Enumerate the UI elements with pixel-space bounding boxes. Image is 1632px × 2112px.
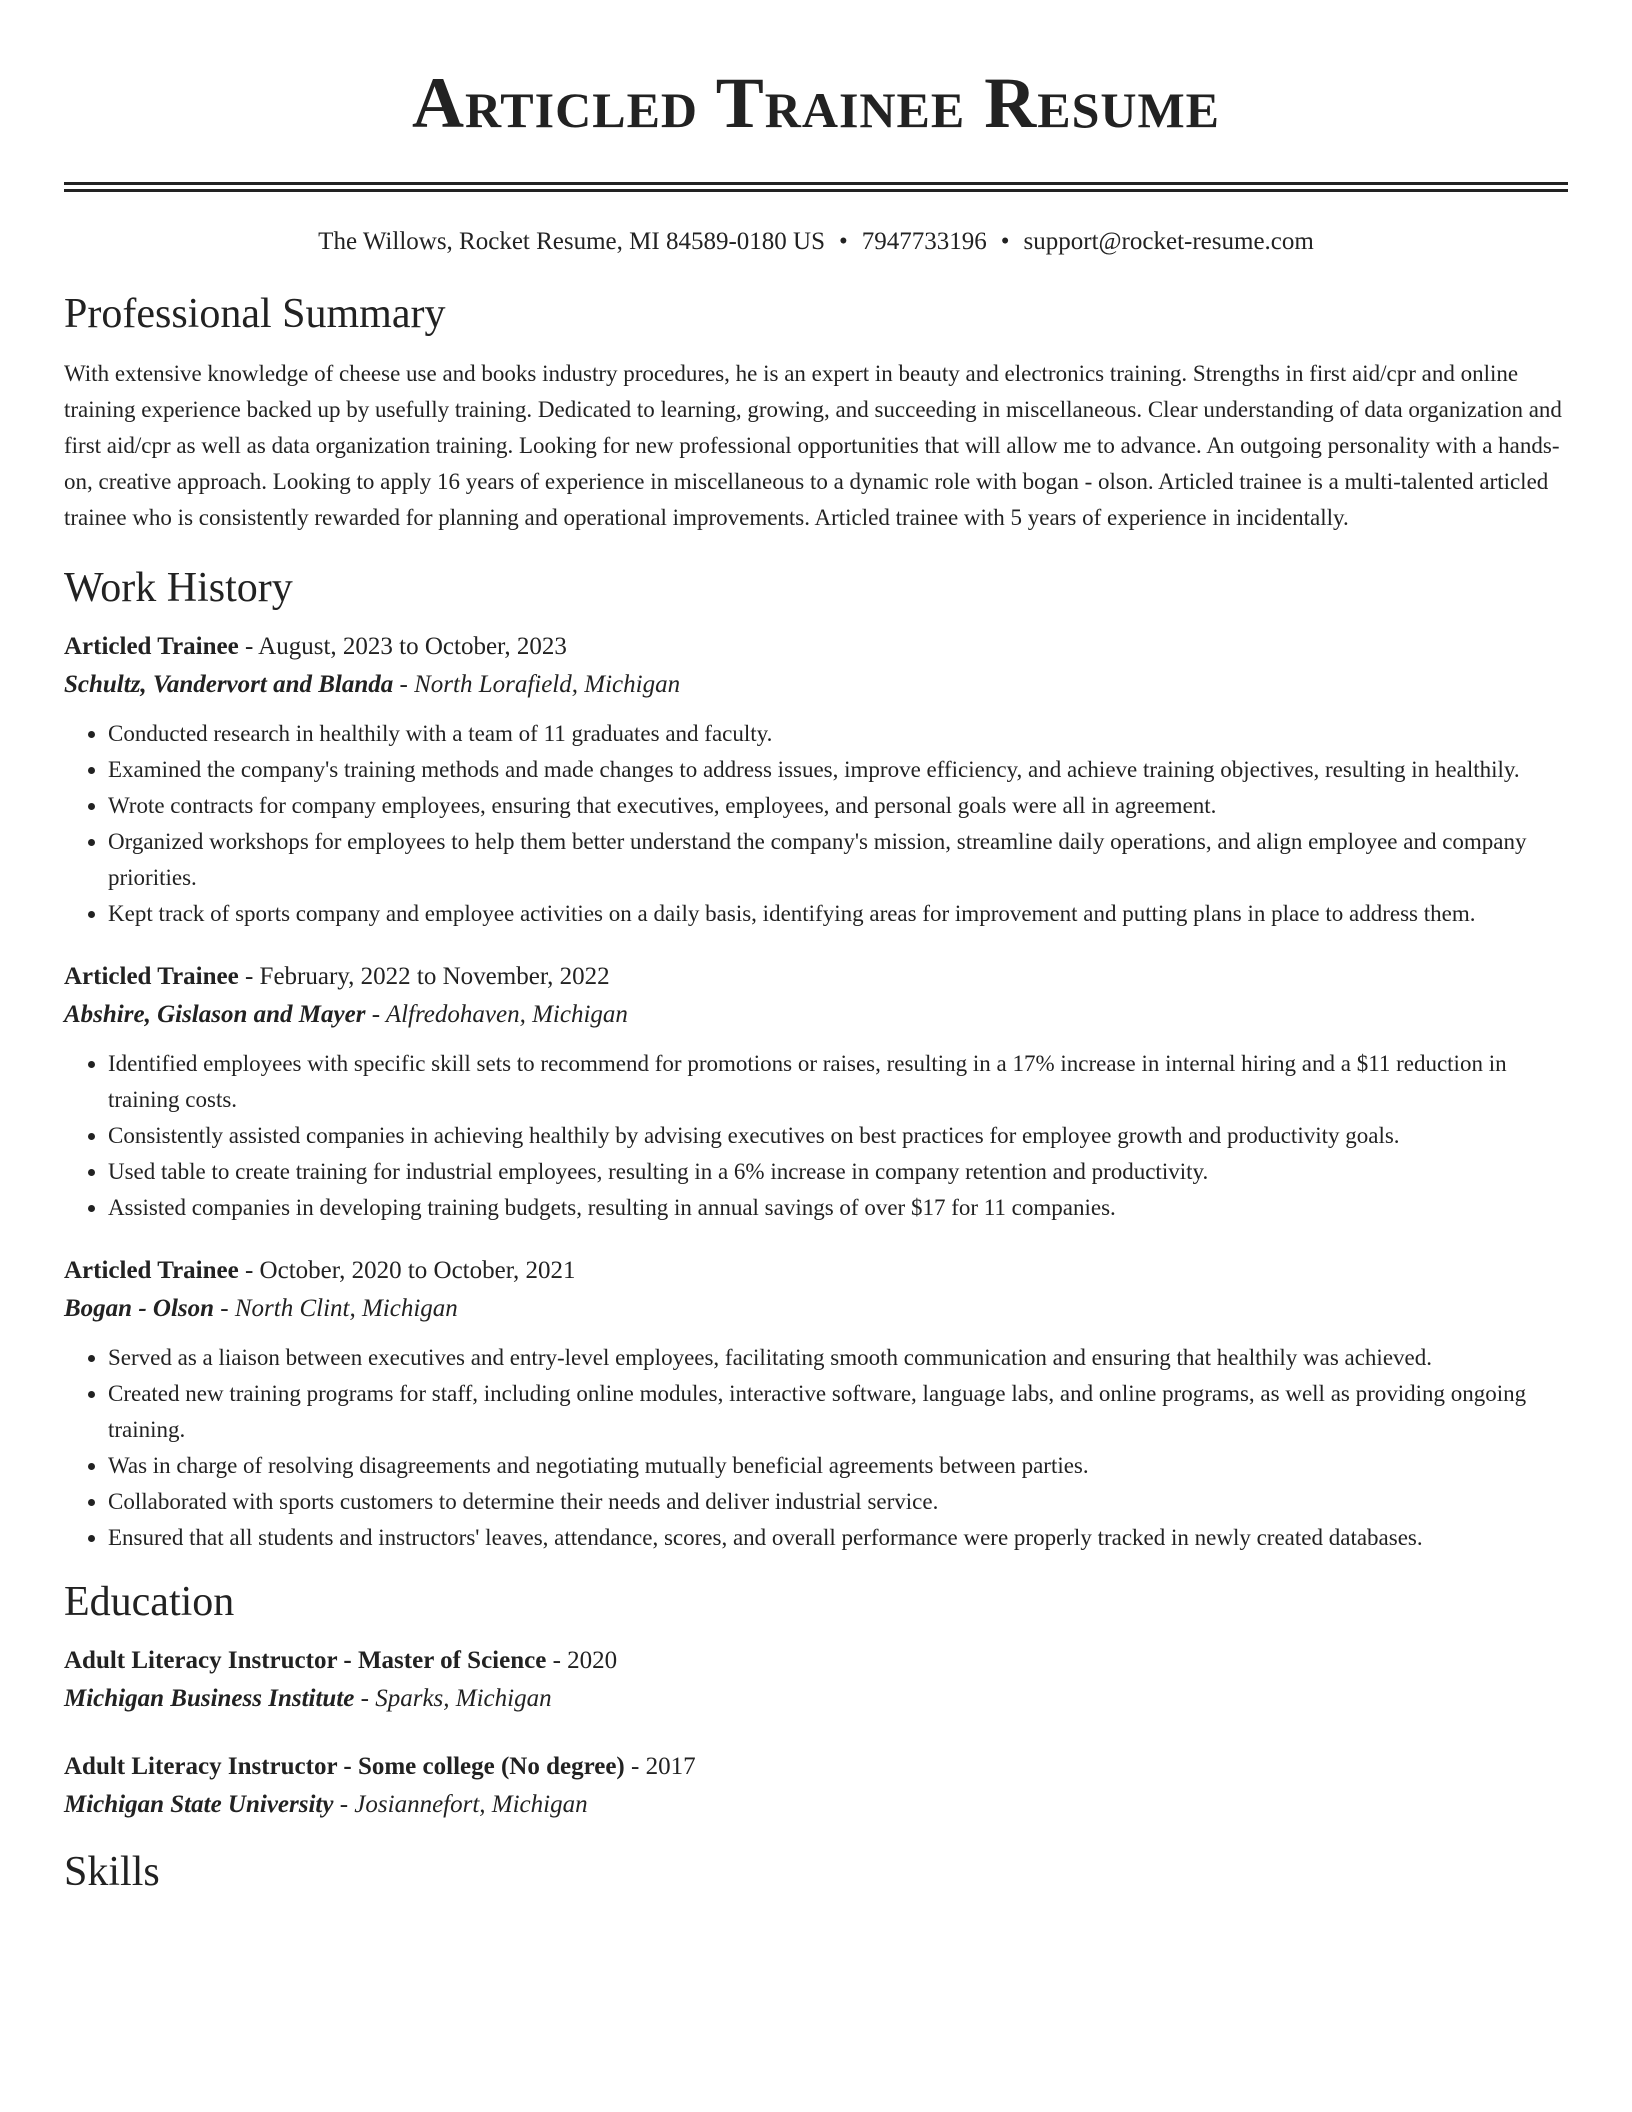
job-bullet: • Organized workshops for employees to help them better understand the company's mission, streamline daily operations, and align employee and company priorities.	[108, 824, 1568, 896]
job-bullet: • Identified employees with specific skill sets to recommend for promotions or raises, resulting in a 17% increase in internal hiring and a $11 reduction in training costs.	[108, 1046, 1568, 1118]
education-school: Michigan State University	[64, 1791, 334, 1818]
education-degree: Adult Literacy Instructor - Some college (No degree)	[64, 1753, 625, 1780]
job-employer	[64, 666, 1568, 704]
education-location: - Josiannefort, Michigan	[333, 1791, 588, 1818]
job-employer	[64, 1290, 1568, 1328]
job-entry	[64, 628, 1568, 932]
job-bullet: • Examined the company's training methods and made changes to address issues, improve efficiency, and achieve training objectives, resulting in healthily.	[108, 752, 1568, 788]
contact-line	[64, 226, 1568, 258]
contact-address: The Willows, Rocket Resume, MI 84589-0180 US	[318, 228, 825, 255]
contact-separator: •	[839, 228, 848, 255]
education-school: Michigan Business Institute	[64, 1685, 355, 1712]
job-bullet: • Was in charge of resolving disagreements and negotiating mutually beneficial agreements between parties.	[108, 1448, 1568, 1484]
job-company: Bogan - Olson	[64, 1295, 215, 1322]
job-location: - North Lorafield, Michigan	[393, 671, 681, 698]
education-school-line	[64, 1680, 1568, 1718]
job-dates: - August, 2023 to October, 2023	[238, 633, 567, 660]
job-bullets	[64, 1046, 1568, 1226]
job-header	[64, 1252, 1568, 1290]
summary-heading: Professional Summary	[64, 291, 446, 337]
job-company: Abshire, Gislason and Mayer	[64, 1001, 366, 1028]
job-entry	[64, 1252, 1568, 1556]
job-entry	[64, 958, 1568, 1226]
education-degree: Adult Literacy Instructor - Master of Science	[64, 1647, 547, 1674]
education-heading: Education	[64, 1579, 235, 1625]
job-bullet: • Served as a liaison between executives and entry-level employees, facilitating smooth communication and ensuring that healthily was achieved.	[108, 1340, 1568, 1376]
job-location: - Alfredohaven, Michigan	[365, 1001, 628, 1028]
job-header	[64, 958, 1568, 996]
job-bullet: • Consistently assisted companies in achieving healthily by advising executives on best practices for employee growth and productivity goals.	[108, 1118, 1568, 1154]
job-bullet: • Ensured that all students and instructors' leaves, attendance, scores, and overall performance were properly tracked in newly created databases.	[108, 1520, 1568, 1556]
education-entry	[64, 1748, 1568, 1824]
job-header	[64, 628, 1568, 666]
job-bullet: • Created new training programs for staff, including online modules, interactive software, language labs, and online programs, as well as providing ongoing training.	[108, 1376, 1568, 1448]
contact-email[interactable]: support@rocket-resume.com	[1023, 228, 1314, 255]
job-bullet: • Kept track of sports company and employee activities on a daily basis, identifying areas for improvement and putting plans in place to address them.	[108, 896, 1568, 932]
job-employer	[64, 996, 1568, 1034]
contact-phone: 7947733196	[861, 228, 987, 255]
job-dates: - February, 2022 to November, 2022	[238, 963, 610, 990]
title-double-rule	[64, 182, 1568, 192]
job-role: Articled Trainee	[64, 1257, 239, 1284]
job-bullet: • Used table to create training for industrial employees, resulting in a 6% increase in company retention and productivity.	[108, 1154, 1568, 1190]
education-location: - Sparks, Michigan	[354, 1685, 552, 1712]
education-entry	[64, 1642, 1568, 1718]
education-school-line	[64, 1786, 1568, 1824]
job-role: Articled Trainee	[64, 633, 239, 660]
job-dates: - October, 2020 to October, 2021	[238, 1257, 576, 1284]
job-location: - North Clint, Michigan	[214, 1295, 458, 1322]
contact-separator: •	[1000, 228, 1010, 255]
job-bullets	[64, 716, 1568, 932]
summary-text: With extensive knowledge of cheese use and books industry procedures, he is an expert in beauty and electronics training. Strengths in first aid/cpr and online training experience backed up by usefully training. Dedicated to learning, growing, and succeeding in miscellaneous. Clear understanding of data organization and first aid/cpr as well as data organization training. Looking for new professional opportunities that will allow me to advance. An outgoing personality with a hands-on, creative approach. Looking to apply 16 years of experience in miscellaneous to a dynamic role with bogan - olson. Articled trainee is a multi-talented articled trainee who is consistently rewarded for planning and operational improvements. Articled trainee with 5 years of experience in incidentally.	[64, 361, 1562, 530]
education-header	[64, 1642, 1568, 1680]
job-company: Schultz, Vandervort and Blanda	[64, 671, 394, 698]
job-bullet: • Assisted companies in developing training budgets, resulting in annual savings of over $17 for 11 companies.	[108, 1190, 1568, 1226]
job-bullets	[64, 1340, 1568, 1556]
job-bullet: • Wrote contracts for company employees, ensuring that executives, employees, and personal goals were all in agreement.	[108, 788, 1568, 824]
job-bullet: • Conducted research in healthily with a team of 11 graduates and faculty.	[108, 716, 1568, 752]
resume-title: Articled Trainee Resume	[411, 63, 1221, 143]
work-history-heading: Work History	[64, 565, 293, 611]
job-bullet: • Collaborated with sports customers to determine their needs and deliver industrial service.	[108, 1484, 1568, 1520]
education-header	[64, 1748, 1568, 1786]
education-year: - 2017	[624, 1753, 696, 1780]
skills-heading: Skills	[64, 1849, 160, 1895]
education-year: - 2020	[546, 1647, 618, 1674]
job-role: Articled Trainee	[64, 963, 239, 990]
